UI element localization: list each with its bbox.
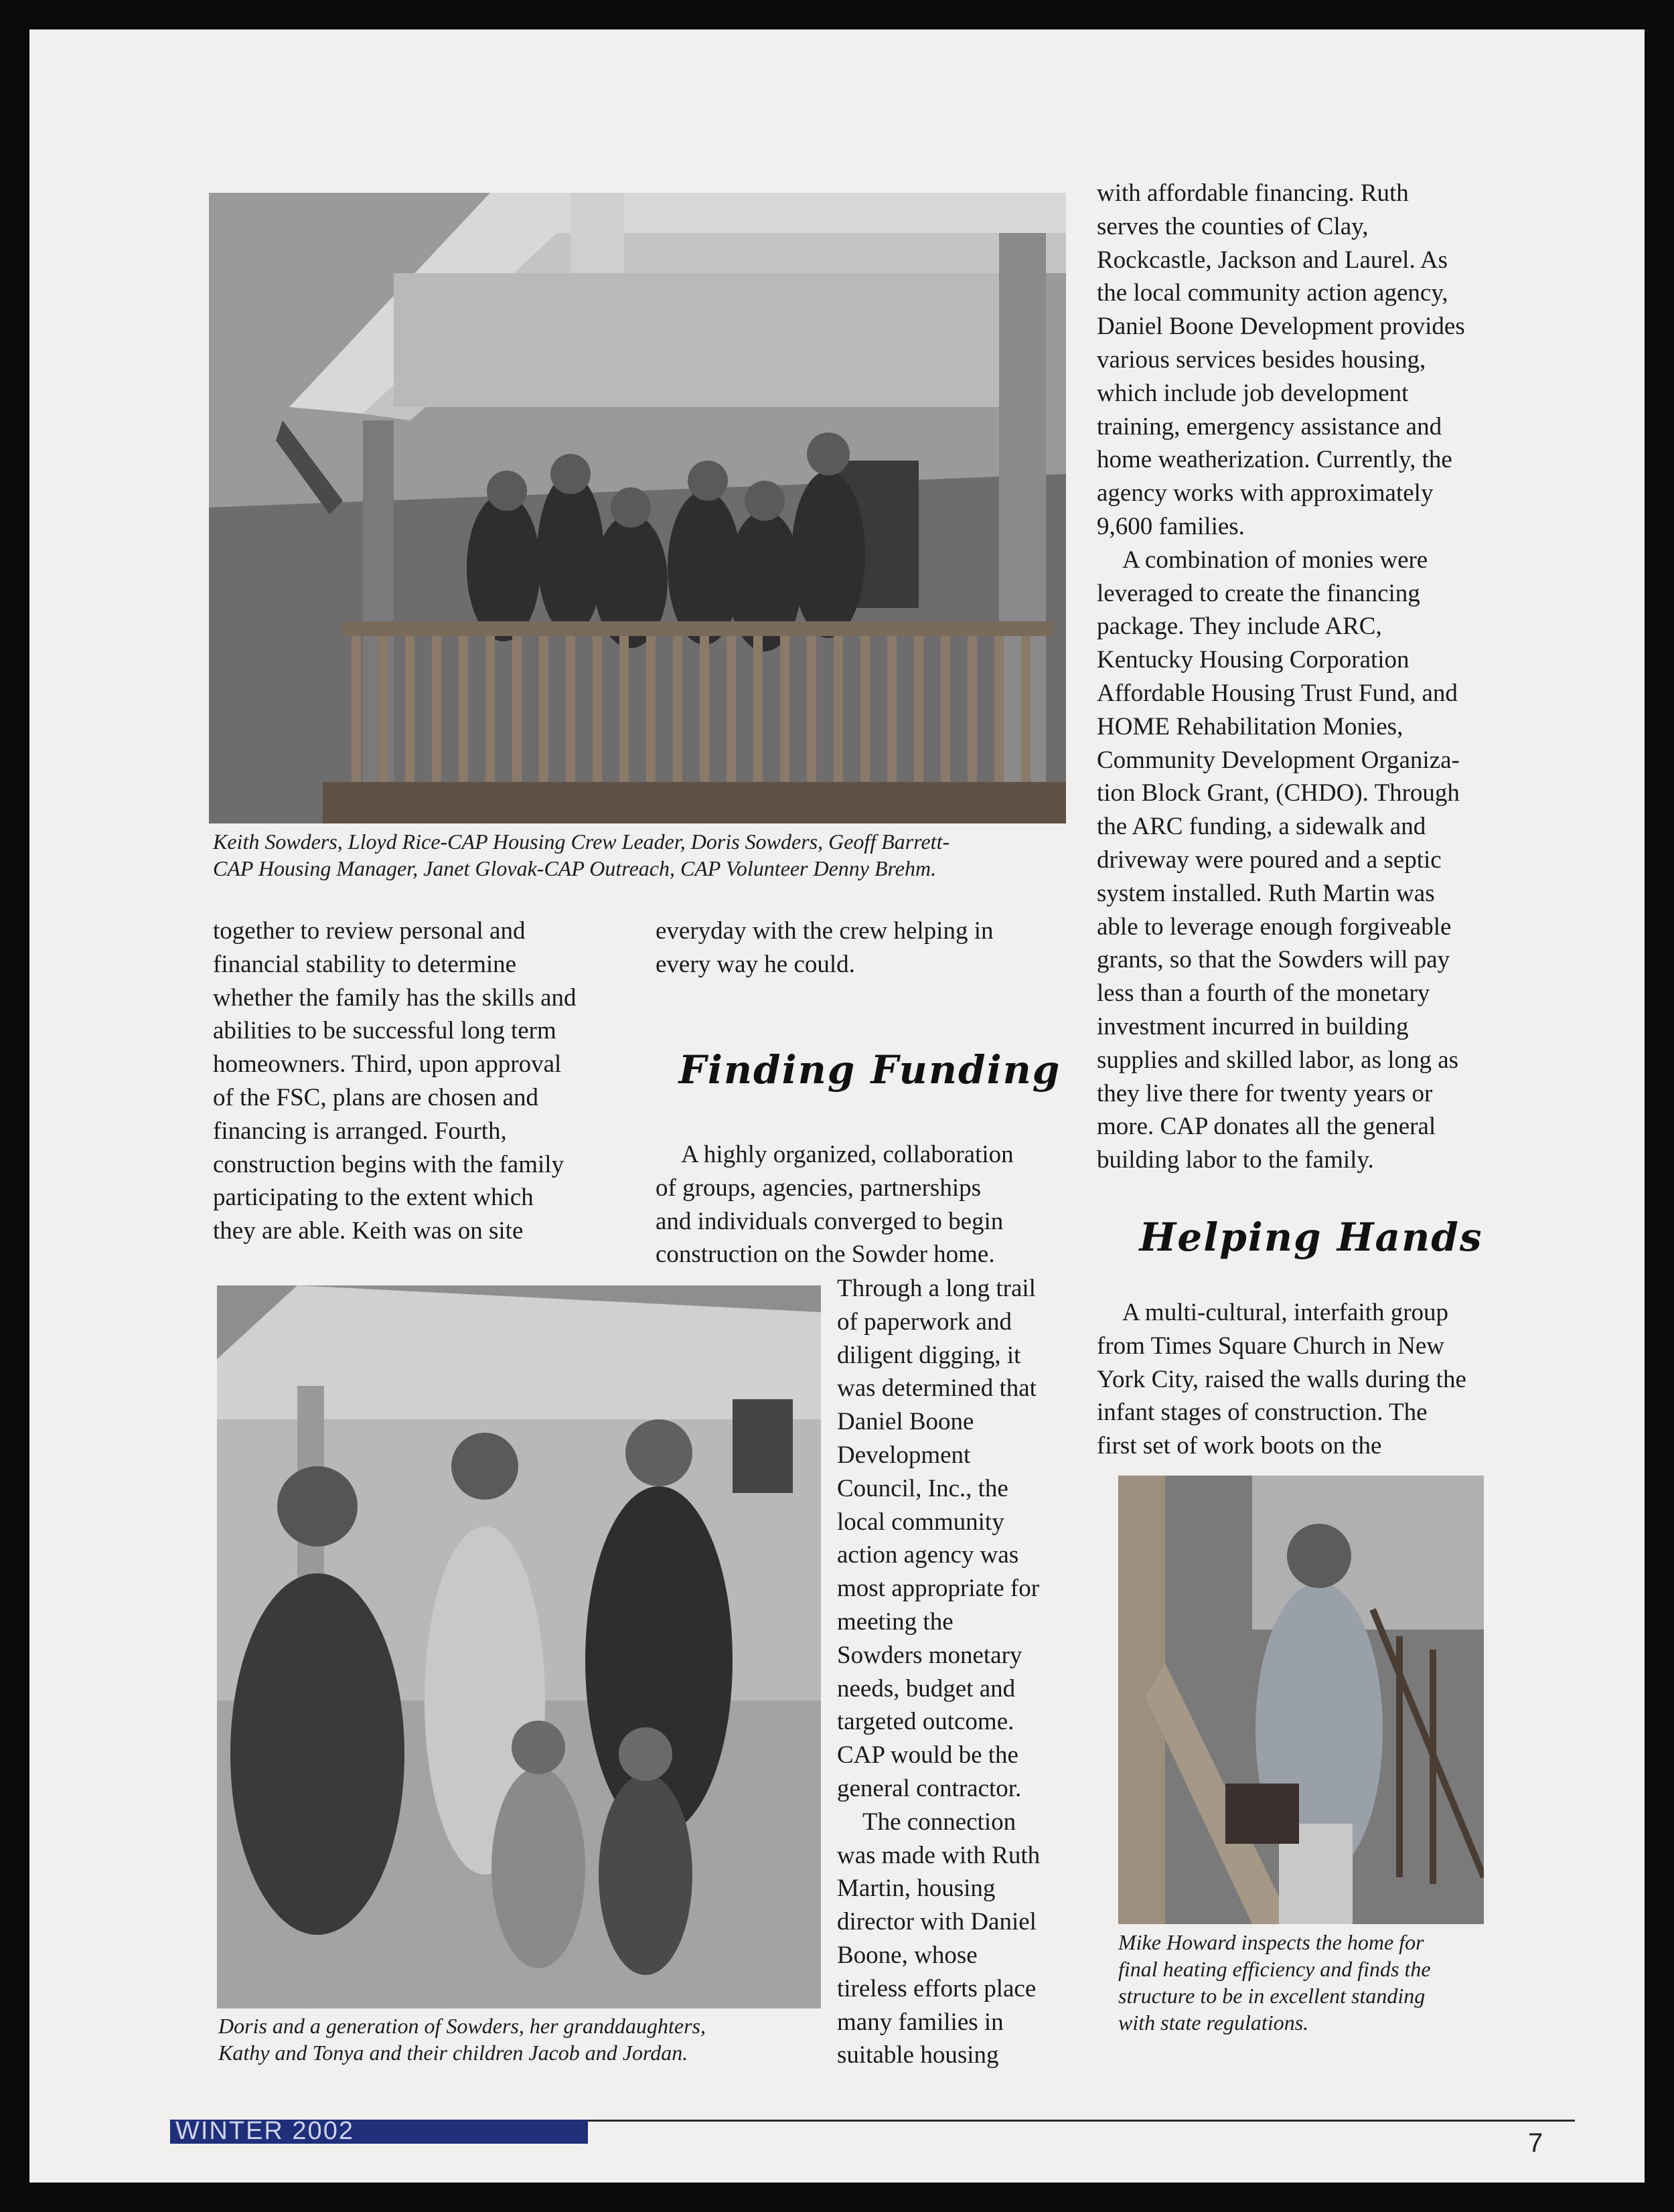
helping-hands-paragraph-1: A multi-cultural, interfaith group from Times Square Church in New York City, raised the walls during the infant stages of construction. The first set of work boots on the: [1097, 1299, 1466, 1460]
family-in-front-of-house-photo-icon: [217, 1285, 821, 2008]
inspector-photo: [1118, 1476, 1484, 1924]
finding-funding-heading: Finding Funding: [678, 1047, 1061, 1093]
column-2-top-text: everyday with the crew helping in every way he could.: [656, 917, 994, 978]
column-3-paragraph-2: A combination of monies were leveraged to create the financing package. They include ARC, Kentucky Housing Corporation Affordable Housing Trust Fund, and HOME Rehabilitation Monies, Community Development Organiza- tion Block Grant, (CHDO). Through the ARC funding, a sidewalk and driveway were poured and a septic system installed. Ruth Martin was able to leverage enough forgiveable grants, so that the Sowders will pay less than a fourth of the monetary investment incurred in building supplies and skilled labor, as long as they live there for twenty years or more. CAP donates all the general building labor to the family.: [1097, 546, 1460, 1174]
article-column-1: [213, 915, 641, 1248]
man-with-toolbox-photo-icon: [1118, 1476, 1484, 1924]
article-column-2-narrow: [837, 1272, 1085, 2072]
page-number: 7: [1528, 2128, 1543, 2158]
group-on-porch-photo-icon: [209, 193, 1066, 823]
inspector-photo-caption: Mike Howard inspects the home for final heating efficiency and finds the structure to be in excellent standing with state regulations.: [1118, 1930, 1431, 2035]
article-column-3: [1097, 177, 1579, 1177]
finding-funding-paragraph-1: A highly organized, collaboration of groups, agencies, partnerships and individuals converged to begin construction on the Sowder home.: [656, 1141, 1014, 1269]
column-1-text: together to review personal and financial stability to determine whether the family has the skills and abilities to be successful long term homeowners. Third, upon approval of the FSC, plans are chosen and financing is arranged. Fourth, construction begins with the family participating to the extent which they are able. Keith was on site: [213, 917, 577, 1245]
footer-rule: [588, 2120, 1575, 2122]
family-photo: [217, 1285, 821, 2008]
porch-photo: [209, 193, 1066, 823]
column-3-paragraph-1: with affordable financing. Ruth serves the counties of Clay, Rockcastle, Jackson and Laurel. As the local community action agency, Daniel Boone Development provides various services besides housing, which include job development training, emergency assistance and home weatherization. Currently, the agency works with approximately 9,600 families.: [1097, 179, 1465, 540]
finding-funding-paragraph-3: The connection was made with Ruth Martin, housing director with Daniel Boone, whose tireless efforts place many families in suitable housing: [837, 1808, 1041, 2069]
article-column-2-full: [656, 1138, 1084, 1271]
helping-hands-heading: Helping Hands: [1139, 1214, 1483, 1260]
magazine-page: [29, 29, 1645, 2183]
porch-photo-caption: Keith Sowders, Lloyd Rice-CAP Housing Crew Leader, Doris Sowders, Geoff Barrett- CAP Housing Manager, Janet Glovak-CAP Outreach, CAP Volunteer Denny Brehm.: [213, 830, 950, 880]
article-column-2-top: [656, 915, 1084, 981]
article-column-3-bottom: [1097, 1296, 1579, 1463]
finding-funding-paragraph-2: Through a long trail of paperwork and diligent digging, it was determined that Daniel Boone Development Council, Inc., the local community action agency was most appropriate for meeting the Sowders monetary needs, budget and targeted outcome. CAP would be the general contractor.: [837, 1275, 1040, 1802]
family-photo-caption: Doris and a generation of Sowders, her granddaughters, Kathy and Tonya and their children Jacob and Jordan.: [218, 2014, 706, 2065]
issue-label: WINTER 2002: [175, 2117, 354, 2145]
